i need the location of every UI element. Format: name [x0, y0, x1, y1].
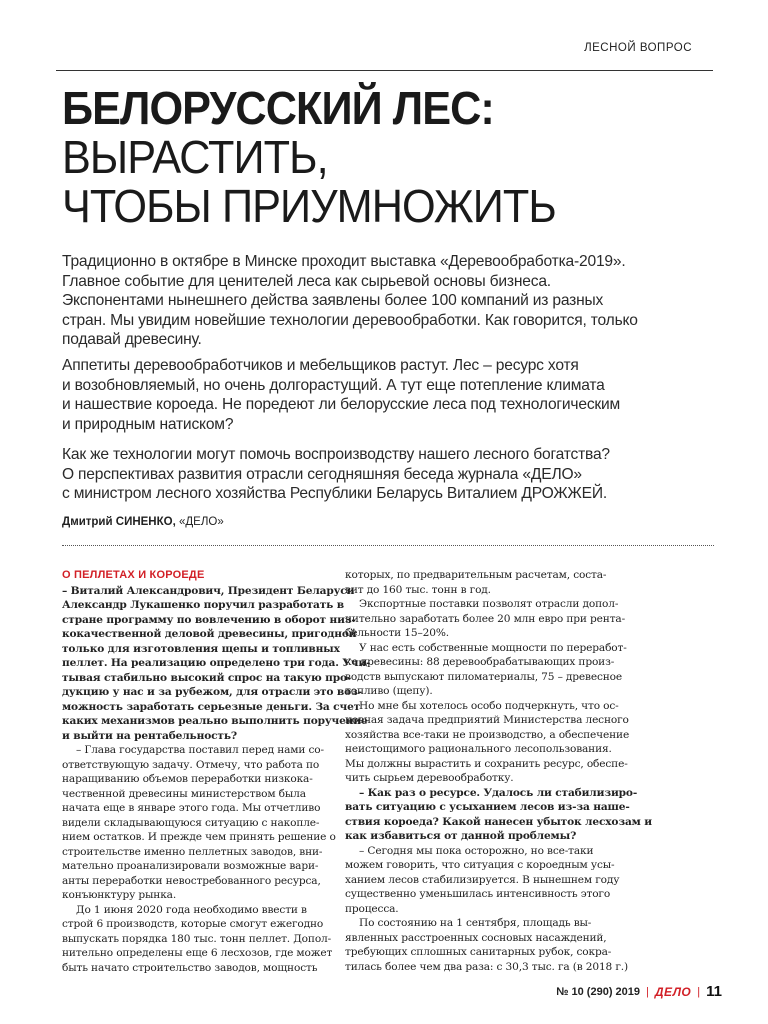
text-line: хозяйства все-таки не производство, а обеспечение [345, 728, 630, 741]
text-line: Мы должны вырастить и сохранить ресурс, обеспе- [345, 757, 628, 770]
rubric-divider [56, 70, 713, 71]
title-line-1: БЕЛОРУССКИЙ ЛЕС: [62, 82, 494, 134]
title-line-2: ВЫРАСТИТЬ, [62, 131, 328, 183]
text-line: топливо (щепу). [345, 685, 433, 697]
byline [62, 516, 224, 528]
text-line: Экспортные поставки позволят отрасли допол- [359, 598, 619, 610]
text-line: которых, по предварительным расчетам, соста- [345, 569, 607, 581]
text-line: только для изготовления щепы и топливных [62, 642, 340, 655]
text-line: быть начато строительство заводов, мощность [62, 961, 318, 974]
text-line: мательно проанализировали возможные вари- [62, 860, 319, 872]
text-line: У нас есть собственные мощности по переработ- [359, 641, 627, 654]
text-line: наращиванию объемов переработки низкока- [62, 773, 313, 785]
text-line: вать ситуацию с усыханием лесов из-за наше- [345, 801, 630, 813]
dotted-divider [62, 545, 714, 546]
text-line: новная задача предприятий Министерства лесного [345, 714, 629, 726]
lead-paragraph-2 [62, 356, 722, 434]
text-line: По состоянию на 1 сентября, площадь вы- [359, 917, 592, 929]
text-line: стране программу по вовлечению в оборот низ- [62, 613, 356, 626]
text-line: можем говорить, что ситуация с короедным усы- [345, 859, 615, 871]
article-title [62, 84, 701, 231]
text-line: существенно уменьшилась интенсивность этого [345, 888, 611, 900]
text-line: анты переработки невостребованного ресурса, [62, 874, 321, 887]
text-line: – Как раз о ресурсе. Удалось ли стабилизиро- [359, 786, 638, 799]
text-line: Но мне бы хотелось особо подчеркнуть, что ос- [359, 699, 619, 712]
text-line: можность заработать серьезные деньги. За счет [62, 700, 361, 713]
body-paragraph [345, 597, 626, 641]
body-paragraph [345, 916, 628, 974]
lead-line: стран. Мы увидим новейшие технологии деревообработки. Как говорится, только [62, 311, 638, 329]
issue-number: № 10 (290) 2019 [556, 985, 641, 998]
lead-line: Аппетиты деревообработчиков и мебельщиков растут. Лес – ресурс хотя [62, 357, 579, 374]
text-line: ке древесины: 88 деревообрабатывающих произ- [345, 656, 615, 668]
footer-separator: | [646, 985, 649, 998]
magazine-logo: ДЕЛО [654, 984, 692, 999]
text-line: процесса. [345, 902, 399, 915]
lead-line: подавай древесину. [62, 331, 202, 348]
page-footer [556, 983, 722, 1000]
text-line: дукцию у нас и за рубежом, для отрасли это воз- [62, 686, 362, 698]
text-line: как избавиться от данной проблемы? [345, 830, 577, 842]
body-column-right [345, 568, 652, 974]
text-line: вит до 160 тыс. тонн в год. [345, 583, 491, 596]
body-paragraph [345, 699, 630, 786]
text-line: Александр Лукашенко поручил разработать в [62, 599, 344, 611]
section-rubric: ЛЕСНОЙ ВОПРОС [584, 42, 692, 54]
lead-line: О перспективах развития отрасли сегодняшняя беседа журнала «ДЕЛО» [62, 465, 582, 483]
interview-answer [345, 844, 619, 917]
text-line: требующих сплошных санитарных рубок, сокра- [345, 946, 612, 958]
interview-answer [62, 743, 336, 903]
text-line: кокачественной деловой древесины, пригодной [62, 628, 357, 640]
text-line: – Глава государства поставил перед нами со- [76, 744, 324, 756]
footer-separator: | [697, 985, 701, 998]
body-paragraph [62, 903, 336, 976]
text-line: нительно определены еще 6 лесхозов, где может [62, 947, 333, 959]
lead-paragraph-3 [62, 445, 722, 504]
lead-line: и нашествие короеда. Не поредеют ли белорусские леса под технологическим [62, 396, 621, 413]
text-line: – Сегодня мы пока осторожно, но все-таки [359, 844, 594, 857]
lead-line: и возобновляемый, но очень долгорастущий. А тут еще потепление климата [62, 376, 605, 394]
author-name: Дмитрий СИНЕНКО, [62, 516, 176, 528]
text-line: чественной древесины министерством была [62, 787, 306, 800]
text-line: тывая стабильно высокий спрос на такую про- [62, 671, 352, 684]
text-line: тилась более чем два раза: с 30,3 тыс. га (в 2018 г.) [345, 960, 628, 973]
text-line: бельности 15–20%. [345, 627, 449, 639]
lead-line: Как же технологии могут помочь воспроизводству нашего лесного богатства? [62, 446, 610, 463]
text-line: водств выпускают пиломатериалы, 75 – древесное [345, 670, 623, 683]
page-number: 11 [706, 983, 722, 1000]
text-line: каких механизмов реально выполнить поручение [62, 715, 368, 727]
lead-line: Экспонентами нынешнего действа заявлены более 100 компаний из разных [62, 292, 604, 309]
lead-paragraph-1 [62, 252, 722, 350]
text-line: ответствующую задачу. Отмечу, что работа по [62, 758, 320, 771]
text-line: До 1 июня 2020 года необходимо ввести в [76, 903, 307, 916]
body-paragraph [345, 641, 627, 699]
text-line: начата еще в январе этого года. Мы отчетливо [62, 802, 321, 814]
text-line: строительстве именно пеллетных заводов, вни- [62, 845, 323, 858]
text-line: строй 6 производств, которые смогут ежегодно [62, 918, 324, 930]
lead-line: с министром лесного хозяйства Республики Беларусь Виталием ДРОЖЖЕЙ. [62, 485, 607, 502]
body-paragraph [345, 568, 619, 597]
lead-line: и природным натиском? [62, 415, 234, 433]
text-line: нительно заработать более 20 млн евро при рента- [345, 612, 626, 625]
interview-question [345, 786, 652, 844]
text-line: пеллет. На реализацию определено три года. Учи- [62, 657, 371, 669]
text-line: конъюнктуру рынка. [62, 889, 177, 901]
title-line-3: ЧТОБЫ ПРИУМНОЖИТЬ [62, 180, 556, 232]
text-line: чить сырьем деревообработку. [345, 772, 514, 784]
text-line: – Виталий Александрович, Президент Беларуси [62, 584, 355, 597]
text-line: неистощимого рационального лесопользования. [345, 743, 612, 755]
text-line: видели складывающуюся ситуацию с накопле- [62, 816, 320, 829]
section-heading: О ПЕЛЛЕТАХ И КОРОЕДЕ [62, 569, 205, 581]
interview-question [62, 584, 371, 744]
text-line: нием остатков. И прежде чем принять решение о [62, 831, 336, 843]
body-column-left [62, 568, 371, 975]
text-line: выпускать порядка 180 тыс. тонн пеллет. Допол- [62, 932, 332, 945]
outlet-name: «ДЕЛО» [178, 516, 224, 528]
lead-line: Традиционно в октябре в Минске проходит выставка «Деревообработка-2019». [62, 253, 626, 270]
text-line: ствия короеда? Какой нанесен убыток лесхозам и [345, 815, 652, 828]
text-line: ханием лесов стабилизируется. В нынешнем году [345, 873, 620, 886]
text-line: и выйти на рентабельность? [62, 729, 237, 742]
text-line: явленных расстроенных сосновых насаждений, [345, 931, 607, 944]
lead-line: Главное событие для ценителей леса как сырьевой основы бизнеса. [62, 272, 551, 290]
